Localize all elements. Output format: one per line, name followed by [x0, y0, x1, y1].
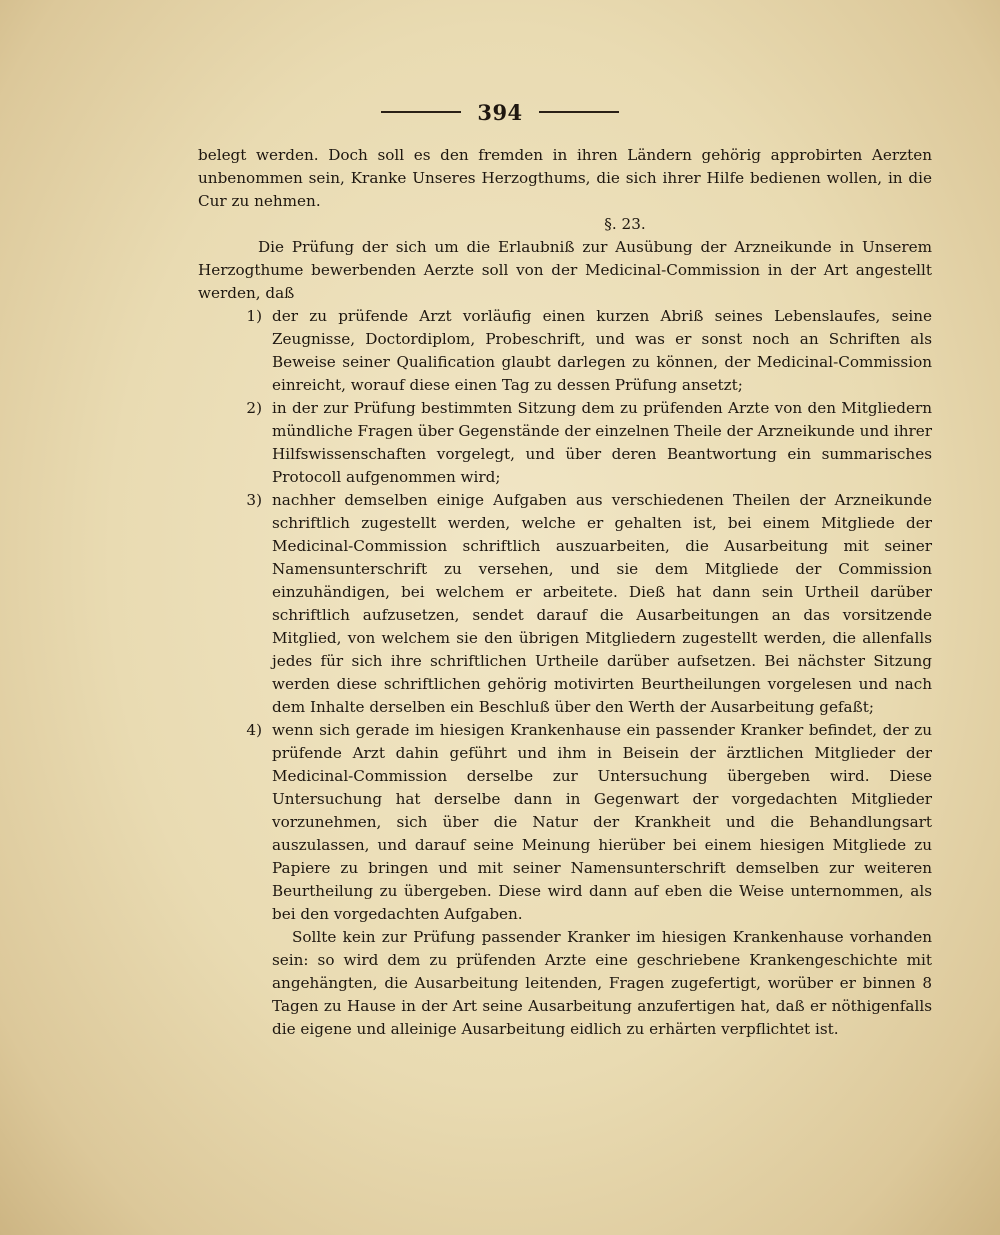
list-item-text: in der zur Prüfung bestimmten Sitzung dem zu prüfenden Arzte von den Mitgliedern mündliche Fragen über Gegenstände der einzelnen Theile der Arzneikunde und ihrer Hilfswissenschaften vorgelegt, und über deren Beantwortung ein summarisches Protocoll aufgenommen wird;: [272, 399, 932, 486]
list-item: [198, 305, 932, 397]
list-item: [198, 719, 932, 926]
list-item-text: der zu prüfende Arzt vorläufig einen kurzen Abriß seines Lebenslaufes, seine Zeugnisse, Doctordiplom, Probeschrift, und was er sonst noch an Schriften als Beweise seiner Qualification glaubt darlegen zu können, der Medicinal-Commission einreicht, worauf diese einen Tag zu dessen Prüfung ansetzt;: [272, 307, 932, 394]
header-rule-right: [539, 111, 619, 113]
section-heading: §. 23.: [604, 215, 646, 233]
list-item-number: 1): [246, 307, 262, 325]
closing-paragraph: Sollte kein zur Prüfung passender Kranker im hiesigen Krankenhause vorhanden sein: so wird dem zu prüfenden Arzte eine geschriebene Krankengeschichte mit angehängten, die Ausarbeitung leitenden, Fragen zugefertigt, worüber er binnen 8 Tagen zu Hause in der Art seine Ausarbeitung anzufertigen hat, daß er nöthigenfalls die eigene und alleinige Ausarbeitung eidlich zu erhärten verpflichtet ist.: [272, 928, 932, 1038]
list-item-text: wenn sich gerade im hiesigen Krankenhause ein passender Kranker befindet, der zu prüfende Arzt dahin geführt und ihm in Beisein der ärztlichen Mitglieder der Medicinal-Commission derselbe zur Untersuchung übergeben wird. Diese Untersuchung hat derselbe dann in Gegenwart der vorgedachten Mitglieder vorzunehmen, sich über die Natur der Krankheit und die Behandlungsart auszulassen, und darauf seine Meinung hierüber bei einem hiesigen Mitgliede zu Papiere zu bringen und mit seiner Namensunterschrift demselben zur weiteren Beurtheilung zu übergeben. Diese wird dann auf eben die Weise unternommen, als bei den vorgedachten Aufgaben.: [272, 721, 932, 923]
list-item-number: 2): [246, 399, 262, 417]
list-item-number: 3): [246, 491, 262, 509]
intro-paragraph: belegt werden. Doch soll es den fremden in ihren Ländern gehörig approbirten Aerzten unbenommen sein, Kranke Unseres Herzogthums, die sich ihrer Hilfe bedienen wollen, in die Cur zu nehmen.: [198, 146, 932, 210]
numbered-list: [198, 305, 932, 926]
list-item: [198, 397, 932, 489]
list-item-text: nachher demselben einige Aufgaben aus verschiedenen Theilen der Arzneikunde schriftlich zugestellt werden, welche er gehalten ist, bei einem Mitgliede der Medicinal-Commission schriftlich auszuarbeiten, die Ausarbeitung mit seiner Namensunterschrift zu versehen, und sie dem Mitgliede der Commission einzuhändigen, bei welchem er arbeitete. Dieß hat dann sein Urtheil darüber schriftlich aufzusetzen, sendet darauf die Ausarbeitungen an das vorsitzende Mitglied, von welchem sie den übrigen Mitgliedern zugestellt werden, die allenfalls jedes für sich ihre schriftlichen Urtheile darüber aufsetzen. Bei nächster Sitzung werden diese schriftlichen gehörig motivirten Beurtheilungen vorgelesen und nach dem Inhalte derselben ein Beschluß über den Werth der Ausarbeitung gefaßt;: [272, 491, 932, 716]
list-item-number: 4): [246, 721, 262, 739]
section-lead-paragraph: Die Prüfung der sich um die Erlaubniß zur Ausübung der Arzneikunde in Unserem Herzogthume bewerbenden Aerzte soll von der Medicinal-Commission in der Art angestellt werden, daß: [198, 238, 932, 302]
page-body: [198, 144, 932, 1041]
header-rule-left: [381, 111, 461, 113]
list-item: [198, 489, 932, 719]
page-number: 394: [477, 99, 523, 125]
page-header: [0, 97, 1000, 127]
